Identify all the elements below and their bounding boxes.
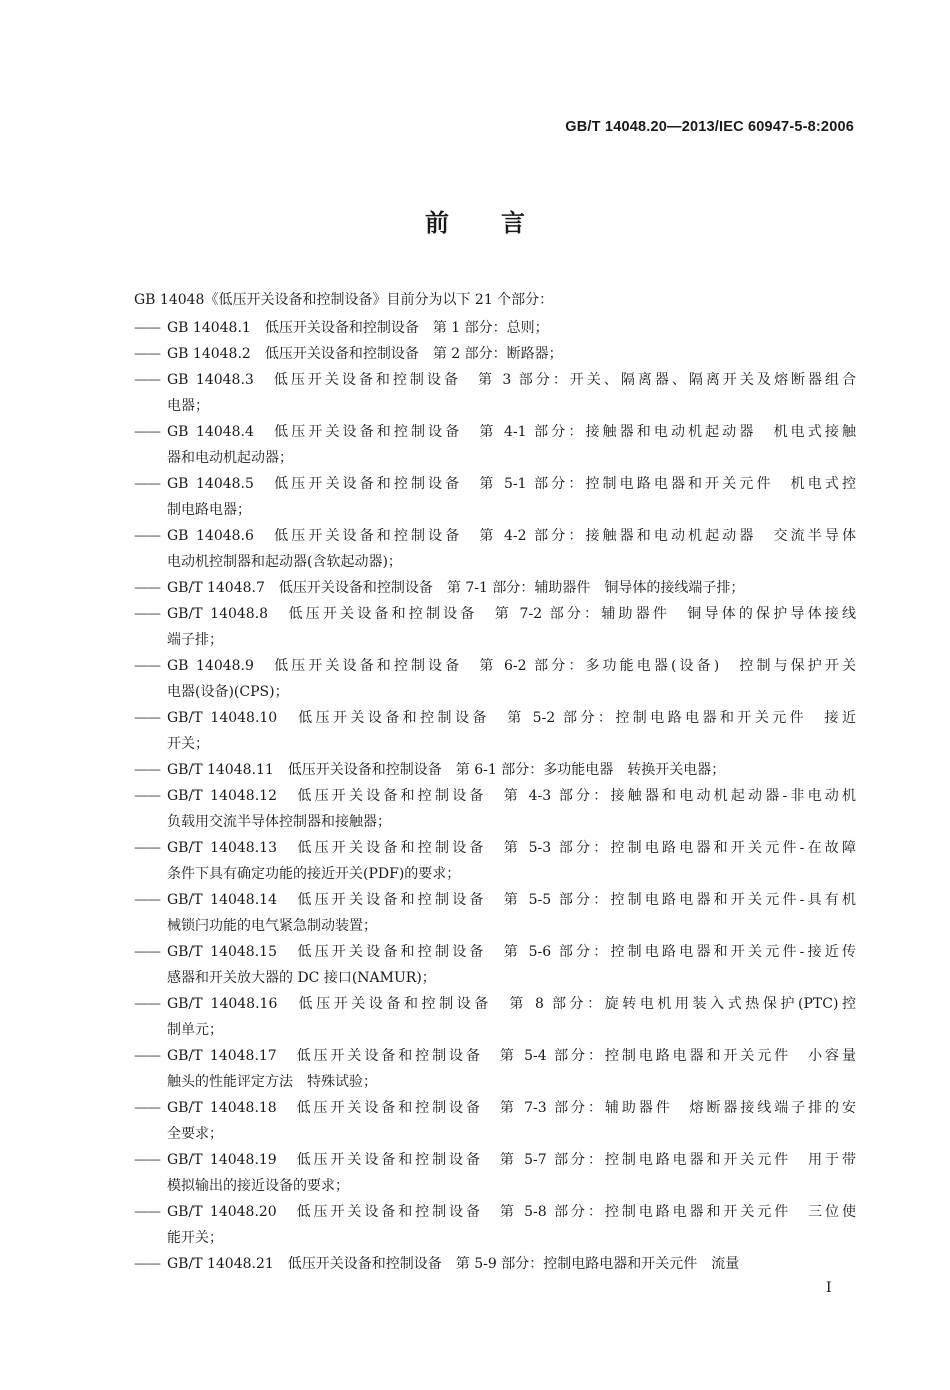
list-item	[134, 835, 856, 887]
list-item-line: GB/T 14048.8 低压开关设备和控制设备 第 7-2 部分：辅助器件 铜导体的保护导体接线	[167, 606, 856, 622]
em-dash-marker: ——	[134, 996, 160, 1012]
list-item-line: 电器(设备)(CPS)；	[167, 684, 289, 700]
list-item-line: GB/T 14048.7 低压开关设备和控制设备 第 7-1 部分：辅助器件 铜导体的接线端子排；	[167, 580, 745, 596]
list-item-line: 械锁闩功能的电气紧急制动装置；	[167, 918, 377, 934]
em-dash-marker: ——	[134, 1256, 160, 1272]
em-dash-marker: ——	[134, 762, 160, 778]
part-list	[134, 315, 856, 1277]
list-item	[134, 471, 856, 523]
list-item-line: GB/T 14048.20 低压开关设备和控制设备 第 5-8 部分：控制电路电器和开关元件 三位使	[167, 1204, 856, 1220]
em-dash-marker: ——	[134, 372, 160, 388]
list-item-line: 触头的性能评定方法 特殊试验；	[167, 1074, 377, 1090]
list-item-line: GB 14048.9 低压开关设备和控制设备 第 6-2 部分：多功能电器(设备) 控制与保护开关	[167, 658, 856, 674]
list-item	[134, 783, 856, 835]
list-item	[134, 419, 856, 471]
standard-code-header: GB/T 14048.20—2013/IEC 60947-5-8:2006	[565, 119, 854, 135]
list-item	[134, 939, 856, 991]
em-dash-marker: ——	[134, 346, 160, 362]
list-item-line: 电器；	[167, 398, 209, 414]
list-item-line: GB/T 14048.21 低压开关设备和控制设备 第 5-9 部分：控制电路电器和开关元件 流量	[167, 1256, 740, 1272]
list-item-line: GB/T 14048.11 低压开关设备和控制设备 第 6-1 部分：多功能电器 转换开关电器；	[167, 762, 726, 778]
list-item	[134, 601, 856, 653]
list-item-line: 电动机控制器和起动器(含软起动器)；	[167, 554, 402, 570]
list-item-line: GB 14048.2 低压开关设备和控制设备 第 2 部分：断路器；	[167, 346, 563, 362]
page-number: I	[826, 1280, 832, 1296]
list-item	[134, 341, 856, 367]
list-item-line: 制电路电器；	[167, 502, 251, 518]
list-item-line: 负载用交流半导体控制器和接触器；	[167, 814, 391, 830]
em-dash-marker: ——	[134, 320, 160, 336]
list-item-line: GB/T 14048.18 低压开关设备和控制设备 第 7-3 部分：辅助器件 熔断器接线端子排的安	[167, 1100, 856, 1116]
list-item-line: GB/T 14048.13 低压开关设备和控制设备 第 5-3 部分：控制电路电器和开关元件-在故障	[167, 840, 856, 856]
list-item	[134, 367, 856, 419]
em-dash-marker: ——	[134, 658, 160, 674]
list-item	[134, 1251, 856, 1277]
list-item-line: 端子排；	[167, 632, 223, 648]
list-item-line: 制单元；	[167, 1022, 223, 1038]
list-item-line: 能开关；	[167, 1230, 223, 1246]
list-item-line: GB/T 14048.14 低压开关设备和控制设备 第 5-5 部分：控制电路电器和开关元件-具有机	[167, 892, 856, 908]
list-item	[134, 757, 856, 783]
list-item-line: 感器和开关放大器的 DC 接口(NAMUR)；	[167, 970, 436, 986]
em-dash-marker: ——	[134, 476, 160, 492]
list-item	[134, 991, 856, 1043]
list-item	[134, 705, 856, 757]
em-dash-marker: ——	[134, 710, 160, 726]
list-item-line: GB 14048.4 低压开关设备和控制设备 第 4-1 部分：接触器和电动机起动器 机电式接触	[167, 424, 856, 440]
list-item	[134, 315, 856, 341]
list-item-line: GB 14048.3 低压开关设备和控制设备 第 3 部分：开关、隔离器、隔离开关及熔断器组合	[167, 372, 856, 388]
page-title: 前言	[425, 209, 577, 237]
list-item	[134, 1095, 856, 1147]
list-item-line: 开关；	[167, 736, 209, 752]
em-dash-marker: ——	[134, 892, 160, 908]
list-item-line: 条件下具有确定功能的接近开关(PDF)的要求；	[167, 866, 461, 882]
list-item	[134, 1199, 856, 1251]
em-dash-marker: ——	[134, 1204, 160, 1220]
em-dash-marker: ——	[134, 1152, 160, 1168]
list-item-line: GB 14048.6 低压开关设备和控制设备 第 4-2 部分：接触器和电动机起动器 交流半导体	[167, 528, 856, 544]
list-item	[134, 575, 856, 601]
em-dash-marker: ——	[134, 840, 160, 856]
list-item-line: GB/T 14048.17 低压开关设备和控制设备 第 5-4 部分：控制电路电器和开关元件 小容量	[167, 1048, 856, 1064]
list-item	[134, 1147, 856, 1199]
em-dash-marker: ——	[134, 528, 160, 544]
em-dash-marker: ——	[134, 1100, 160, 1116]
em-dash-marker: ——	[134, 788, 160, 804]
list-item	[134, 653, 856, 705]
list-item-line: GB/T 14048.15 低压开关设备和控制设备 第 5-6 部分：控制电路电器和开关元件-接近传	[167, 944, 856, 960]
intro-paragraph: GB 14048《低压开关设备和控制设备》目前分为以下 21 个部分：	[134, 292, 554, 308]
list-item-line: 全要求；	[167, 1126, 223, 1142]
em-dash-marker: ——	[134, 424, 160, 440]
em-dash-marker: ——	[134, 1048, 160, 1064]
list-item-line: 模拟输出的接近设备的要求；	[167, 1178, 349, 1194]
em-dash-marker: ——	[134, 580, 160, 596]
list-item	[134, 887, 856, 939]
list-item-line: GB/T 14048.10 低压开关设备和控制设备 第 5-2 部分：控制电路电器和开关元件 接近	[167, 710, 856, 726]
list-item-line: GB/T 14048.12 低压开关设备和控制设备 第 4-3 部分：接触器和电动机起动器-非电动机	[167, 788, 856, 804]
list-item-line: GB 14048.1 低压开关设备和控制设备 第 1 部分：总则；	[167, 320, 549, 336]
list-item-line: 器和电动机起动器；	[167, 450, 293, 466]
em-dash-marker: ——	[134, 606, 160, 622]
list-item	[134, 1043, 856, 1095]
list-item-line: GB/T 14048.16 低压开关设备和控制设备 第 8 部分：旋转电机用装入式热保护(PTC)控	[167, 996, 856, 1012]
list-item	[134, 523, 856, 575]
em-dash-marker: ——	[134, 944, 160, 960]
list-item-line: GB 14048.5 低压开关设备和控制设备 第 5-1 部分：控制电路电器和开关元件 机电式控	[167, 476, 856, 492]
list-item-line: GB/T 14048.19 低压开关设备和控制设备 第 5-7 部分：控制电路电器和开关元件 用于带	[167, 1152, 856, 1168]
